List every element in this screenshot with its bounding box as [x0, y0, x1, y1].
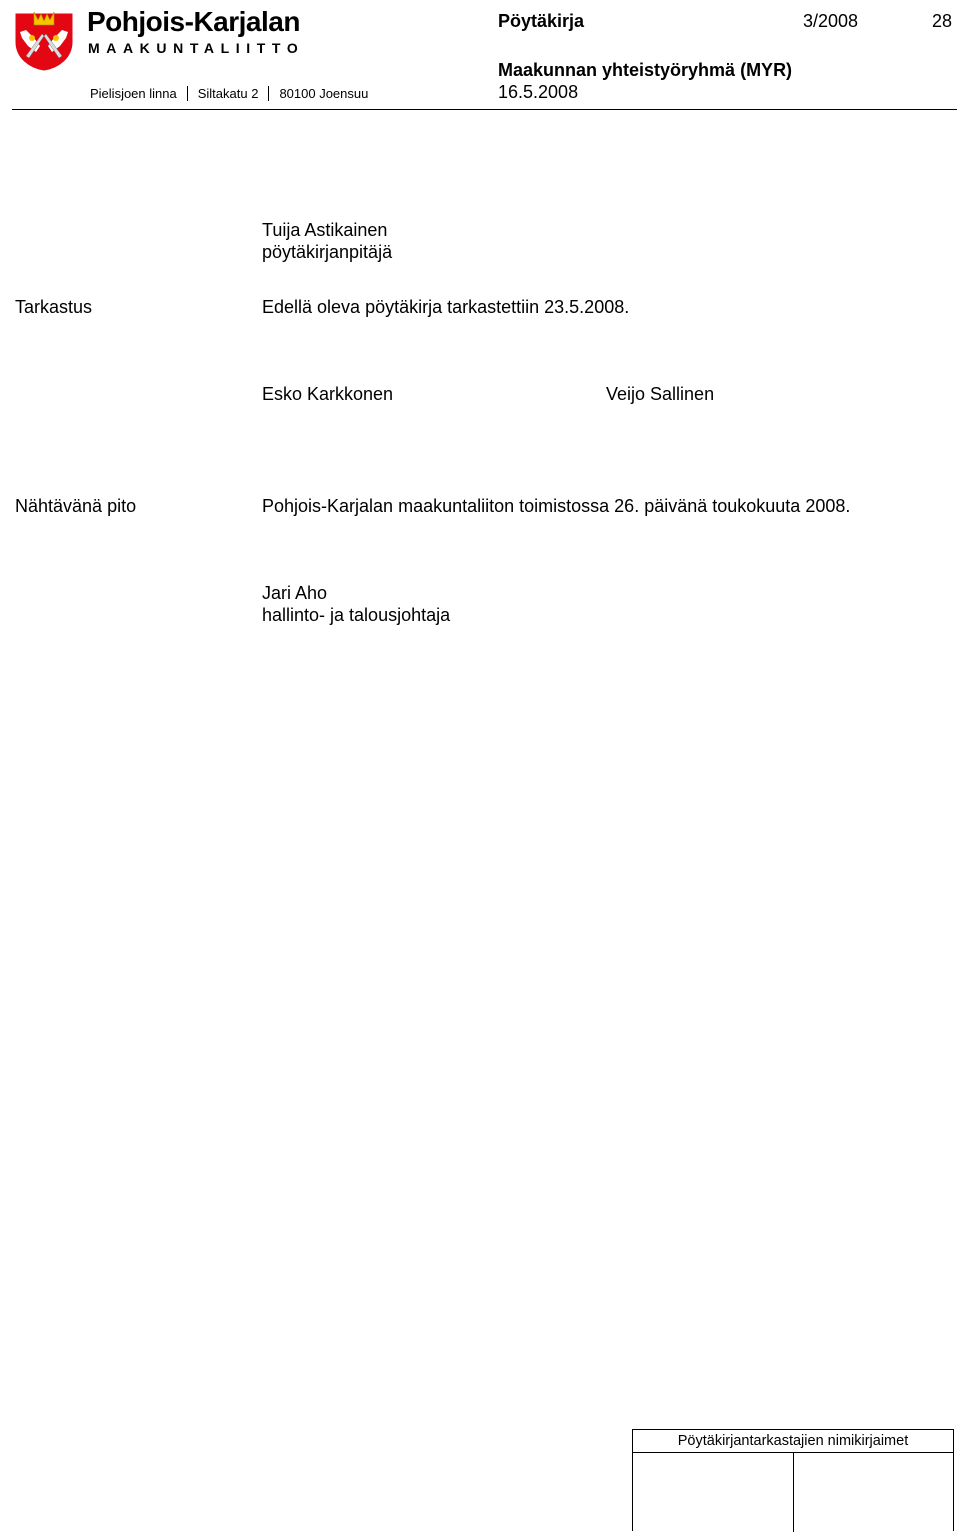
signature-cell: [633, 1453, 793, 1532]
signature-box-title: Pöytäkirjantarkastajien nimikirjaimet: [633, 1430, 953, 1453]
secretary-title: pöytäkirjanpitäjä: [262, 242, 393, 262]
reviewer-2-name: Veijo Sallinen: [606, 384, 715, 404]
signature-cells: [633, 1453, 953, 1532]
address-separator: [187, 86, 188, 101]
director-title: hallinto- ja talousjohtaja: [262, 605, 451, 625]
address-line: Siltakatu 2: [197, 86, 259, 101]
coat-of-arms-logo: [12, 8, 76, 72]
reviewer-1-name: Esko Karkkonen: [262, 384, 394, 404]
display-label: Nähtävänä pito: [15, 496, 137, 516]
display-text: Pohjois-Karjalan maakuntaliiton toimistossa 26. päivänä toukokuuta 2008.: [262, 496, 851, 516]
header-divider: [12, 109, 957, 110]
document-number: 3/2008: [803, 11, 859, 31]
document-type: Pöytäkirja: [498, 11, 585, 31]
signature-cell: [793, 1453, 954, 1532]
address: [90, 86, 368, 101]
secretary-name: Tuija Astikainen: [262, 220, 388, 240]
address-line: 80100 Joensuu: [279, 86, 369, 101]
meeting-date: 16.5.2008: [498, 82, 579, 102]
logo-title: Pohjois-Karjalan: [87, 6, 300, 37]
director-name: Jari Aho: [262, 583, 328, 603]
review-text: Edellä oleva pöytäkirja tarkastettiin 23.5.2008.: [262, 297, 630, 317]
page-number: 28: [932, 11, 953, 31]
address-line: Pielisjoen linna: [90, 86, 177, 101]
meeting-body: Maakunnan yhteistyöryhmä (MYR): [498, 60, 793, 80]
address-separator: [268, 86, 269, 101]
logo-subtitle: MAAKUNTALIITTO: [88, 40, 305, 56]
review-label: Tarkastus: [15, 297, 93, 317]
signature-initials-box: [632, 1429, 954, 1531]
